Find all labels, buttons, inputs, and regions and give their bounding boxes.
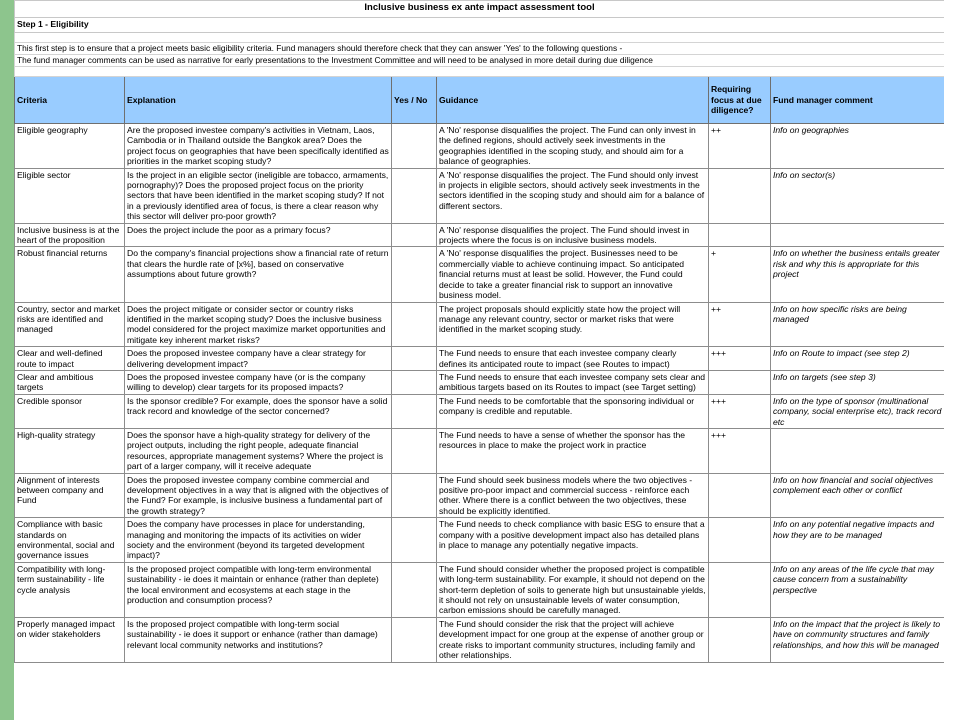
guidance-cell: A 'No' response disqualifies the project. The Fund should invest in projects where the focus is on inclusive business models. bbox=[437, 223, 709, 247]
criteria-cell: Clear and ambitious targets bbox=[15, 370, 125, 394]
table-row bbox=[15, 168, 945, 223]
comment-cell: Info on how financial and social objectives complement each other or conflict bbox=[771, 473, 945, 518]
criteria-cell: Eligible sector bbox=[15, 168, 125, 223]
comment-cell: Info on any areas of the life cycle that may cause concern from a sustainability perspective bbox=[771, 562, 945, 617]
table-row bbox=[15, 617, 945, 662]
guidance-cell: The Fund should seek business models where the two objectives - positive pro-poor impact and commercial success - reinforce each other. Where there is a conflict between the two objectives, these should be explicitly identified. bbox=[437, 473, 709, 518]
step-row bbox=[15, 18, 945, 33]
intro-row-1 bbox=[15, 43, 945, 55]
table-row bbox=[15, 247, 945, 302]
yes-no-cell[interactable] bbox=[392, 428, 437, 473]
guidance-cell: The Fund should consider whether the proposed project is compatible with long-term sustainability. For example, it should not depend on the short-term depletion of soils to generate high but unsustainable yields, it should not rely on unsustainable levels of water consumption, carbon emissions should be carefully managed. bbox=[437, 562, 709, 617]
comment-cell: Info on any potential negative impacts and how they are to be managed bbox=[771, 518, 945, 563]
criteria-cell: Robust financial returns bbox=[15, 247, 125, 302]
focus-cell: +++ bbox=[709, 428, 771, 473]
title-row bbox=[15, 1, 945, 18]
guidance-cell: The Fund needs to check compliance with basic ESG to ensure that a company with a positive development impact also has detailed plans in place to manage any potentially negative impacts. bbox=[437, 518, 709, 563]
yes-no-cell[interactable] bbox=[392, 473, 437, 518]
header-guidance: Guidance bbox=[437, 77, 709, 124]
comment-cell: Info on geographies bbox=[771, 124, 945, 169]
explanation-cell: Does the proposed investee company have (or is the company willing to develop) clear targets for its proposed impacts? bbox=[125, 370, 392, 394]
table-row bbox=[15, 370, 945, 394]
guidance-cell: A 'No' response disqualifies the project. Businesses need to be commercially viable to achieve continuing impact. So anticipated financial returns must at least be solid. However, the Fund could decide to take a greater financial risk to support an innovative business model. bbox=[437, 247, 709, 302]
yes-no-cell[interactable] bbox=[392, 347, 437, 371]
table-row bbox=[15, 223, 945, 247]
explanation-cell: Are the proposed investee company's activities in Vietnam, Laos, Cambodia or in Thailand outside the Bangkok area? Does the project focus on geographies that have been specifically identified as priorities in the market scoping study? bbox=[125, 124, 392, 169]
intro-line-2: The fund manager comments can be used as narrative for early presentations to the Investment Committee and will need to be analysed in more detail during due diligence bbox=[15, 55, 945, 67]
criteria-cell: Compatibility with long-term sustainability - life cycle analysis bbox=[15, 562, 125, 617]
yes-no-cell[interactable] bbox=[392, 247, 437, 302]
comment-cell: Info on whether the business entails greater risk and why this is appropriate for this project bbox=[771, 247, 945, 302]
criteria-cell: Credible sponsor bbox=[15, 394, 125, 428]
yes-no-cell[interactable] bbox=[392, 394, 437, 428]
guidance-cell: The Fund should consider the risk that the project will achieve development impact for one group at the expense of another group or create risks to important community structures, including family and other relationships. bbox=[437, 617, 709, 662]
criteria-cell: Compliance with basic standards on environmental, social and governance issues bbox=[15, 518, 125, 563]
explanation-cell: Does the proposed investee company combine commercial and development objectives in a way that is aligned with the objectives of the Fund? For example, is inclusive business a fundamental part of the growth strategy? bbox=[125, 473, 392, 518]
comment-cell: Info on the type of sponsor (multinational company, social enterprise etc), track record etc bbox=[771, 394, 945, 428]
header-criteria: Criteria bbox=[15, 77, 125, 124]
focus-cell bbox=[709, 223, 771, 247]
guidance-cell: The Fund needs to be comfortable that the sponsoring individual or company is credible and reputable. bbox=[437, 394, 709, 428]
table-row bbox=[15, 562, 945, 617]
guidance-cell: A 'No' response disqualifies the project. The Fund should only invest in projects in eligible sectors, should actively seek investments in the sectors identified in the scoping study and should aim for a balance of different sectors. bbox=[437, 168, 709, 223]
guidance-cell: The Fund needs to have a sense of whether the sponsor has the resources in place to make the project work in practice bbox=[437, 428, 709, 473]
table-row bbox=[15, 124, 945, 169]
guidance-cell: The Fund needs to ensure that each investee company sets clear and ambitious targets based on its Routes to impact (see Target setting) bbox=[437, 370, 709, 394]
criteria-cell: Clear and well-defined route to impact bbox=[15, 347, 125, 371]
comment-cell: Info on sector(s) bbox=[771, 168, 945, 223]
guidance-cell: The project proposals should explicitly state how the project will manage any relevant country, sector or market risks that were identified in the market scoping study. bbox=[437, 302, 709, 347]
criteria-cell: Properly managed impact on wider stakeholders bbox=[15, 617, 125, 662]
comment-cell bbox=[771, 223, 945, 247]
explanation-cell: Does the project include the poor as a primary focus? bbox=[125, 223, 392, 247]
yes-no-cell[interactable] bbox=[392, 223, 437, 247]
header-yes-no: Yes / No bbox=[392, 77, 437, 124]
explanation-cell: Do the company's financial projections show a financial rate of return that clears the hurdle rate of [x%], based on conservative assumptions about future growth? bbox=[125, 247, 392, 302]
focus-cell: ++ bbox=[709, 124, 771, 169]
header-focus: Requiring focus at due diligence? bbox=[709, 77, 771, 124]
focus-cell bbox=[709, 473, 771, 518]
comment-cell: Info on the impact that the project is likely to have on community structures and family relationships, and how this will be managed bbox=[771, 617, 945, 662]
criteria-cell: Country, sector and market risks are identified and managed bbox=[15, 302, 125, 347]
spreadsheet bbox=[14, 0, 944, 720]
comment-cell bbox=[771, 428, 945, 473]
criteria-cell: Inclusive business is at the heart of the proposition bbox=[15, 223, 125, 247]
table-row bbox=[15, 473, 945, 518]
focus-cell bbox=[709, 168, 771, 223]
table-row bbox=[15, 302, 945, 347]
comment-cell: Info on targets (see step 3) bbox=[771, 370, 945, 394]
criteria-cell: Alignment of interests between company and Fund bbox=[15, 473, 125, 518]
explanation-cell: Is the project in an eligible sector (ineligible are tobacco, armaments, pornography)? Does the proposed project focus on the priority sectors that have been identified in the market scoping study? If not in a previously identified area of focus, is there a clear reason why this sector will deliver pro-poor growth? bbox=[125, 168, 392, 223]
intro-row-2 bbox=[15, 55, 945, 67]
guidance-cell: The Fund needs to ensure that each investee company clearly defines its anticipated route to impact (see Routes to impact) bbox=[437, 347, 709, 371]
guidance-cell: A 'No' response disqualifies the project. The Fund can only invest in the defined regions, should actively seek investments in the geographies identified in the scoping study, and should aim for a balance of geographies. bbox=[437, 124, 709, 169]
left-margin-bar bbox=[0, 0, 14, 720]
yes-no-cell[interactable] bbox=[392, 562, 437, 617]
explanation-cell: Does the project mitigate or consider sector or country risks identified in the market scoping study? Does the inclusive business model considered for the project maximize market opportunities and mitigate key inherent market risks? bbox=[125, 302, 392, 347]
yes-no-cell[interactable] bbox=[392, 617, 437, 662]
yes-no-cell[interactable] bbox=[392, 124, 437, 169]
step-label: Step 1 - Eligibility bbox=[15, 18, 945, 33]
comment-cell: Info on Route to impact (see step 2) bbox=[771, 347, 945, 371]
intro-line-1: This first step is to ensure that a project meets basic eligibility criteria. Fund managers should therefore check that they can answer 'Yes' to the following questions - bbox=[15, 43, 945, 55]
yes-no-cell[interactable] bbox=[392, 302, 437, 347]
criteria-cell: High-quality strategy bbox=[15, 428, 125, 473]
explanation-cell: Is the proposed project compatible with long-term social sustainability - ie does it support or enhance (rather than damage) relevant local community networks and institutions? bbox=[125, 617, 392, 662]
focus-cell bbox=[709, 518, 771, 563]
right-margin bbox=[944, 0, 960, 720]
yes-no-cell[interactable] bbox=[392, 370, 437, 394]
header-explanation: Explanation bbox=[125, 77, 392, 124]
header-row bbox=[15, 77, 945, 124]
table-row bbox=[15, 347, 945, 371]
explanation-cell: Is the proposed project compatible with long-term environmental sustainability - ie does it maintain or enhance (rather than deplete) the local environment and ecosystems at each stage in the production and consumption process? bbox=[125, 562, 392, 617]
focus-cell: +++ bbox=[709, 394, 771, 428]
table-row bbox=[15, 518, 945, 563]
blank-row bbox=[15, 33, 945, 43]
table-row bbox=[15, 394, 945, 428]
explanation-cell: Does the company have processes in place for understanding, managing and monitoring the impacts of its activities on wider society and the environment (beyond its targeted development impact)? bbox=[125, 518, 392, 563]
explanation-cell: Does the sponsor have a high-quality strategy for delivery of the project outputs, including the right people, adequate financial resources, appropriate management systems? Where the project is part of a larger company, will it receive adequate bbox=[125, 428, 392, 473]
yes-no-cell[interactable] bbox=[392, 168, 437, 223]
comment-cell: Info on how specific risks are being managed bbox=[771, 302, 945, 347]
yes-no-cell[interactable] bbox=[392, 518, 437, 563]
focus-cell bbox=[709, 562, 771, 617]
sheet-title: Inclusive business ex ante impact assessment tool bbox=[15, 1, 945, 18]
focus-cell bbox=[709, 370, 771, 394]
assessment-table bbox=[14, 0, 944, 663]
gap-row bbox=[15, 67, 945, 77]
focus-cell bbox=[709, 617, 771, 662]
focus-cell: ++ bbox=[709, 302, 771, 347]
criteria-cell: Eligible geography bbox=[15, 124, 125, 169]
table-row bbox=[15, 428, 945, 473]
header-comment: Fund manager comment bbox=[771, 77, 945, 124]
explanation-cell: Is the sponsor credible? For example, does the sponsor have a solid track record and knowledge of the sector concerned? bbox=[125, 394, 392, 428]
focus-cell: +++ bbox=[709, 347, 771, 371]
explanation-cell: Does the proposed investee company have a clear strategy for delivering development impact? bbox=[125, 347, 392, 371]
focus-cell: + bbox=[709, 247, 771, 302]
